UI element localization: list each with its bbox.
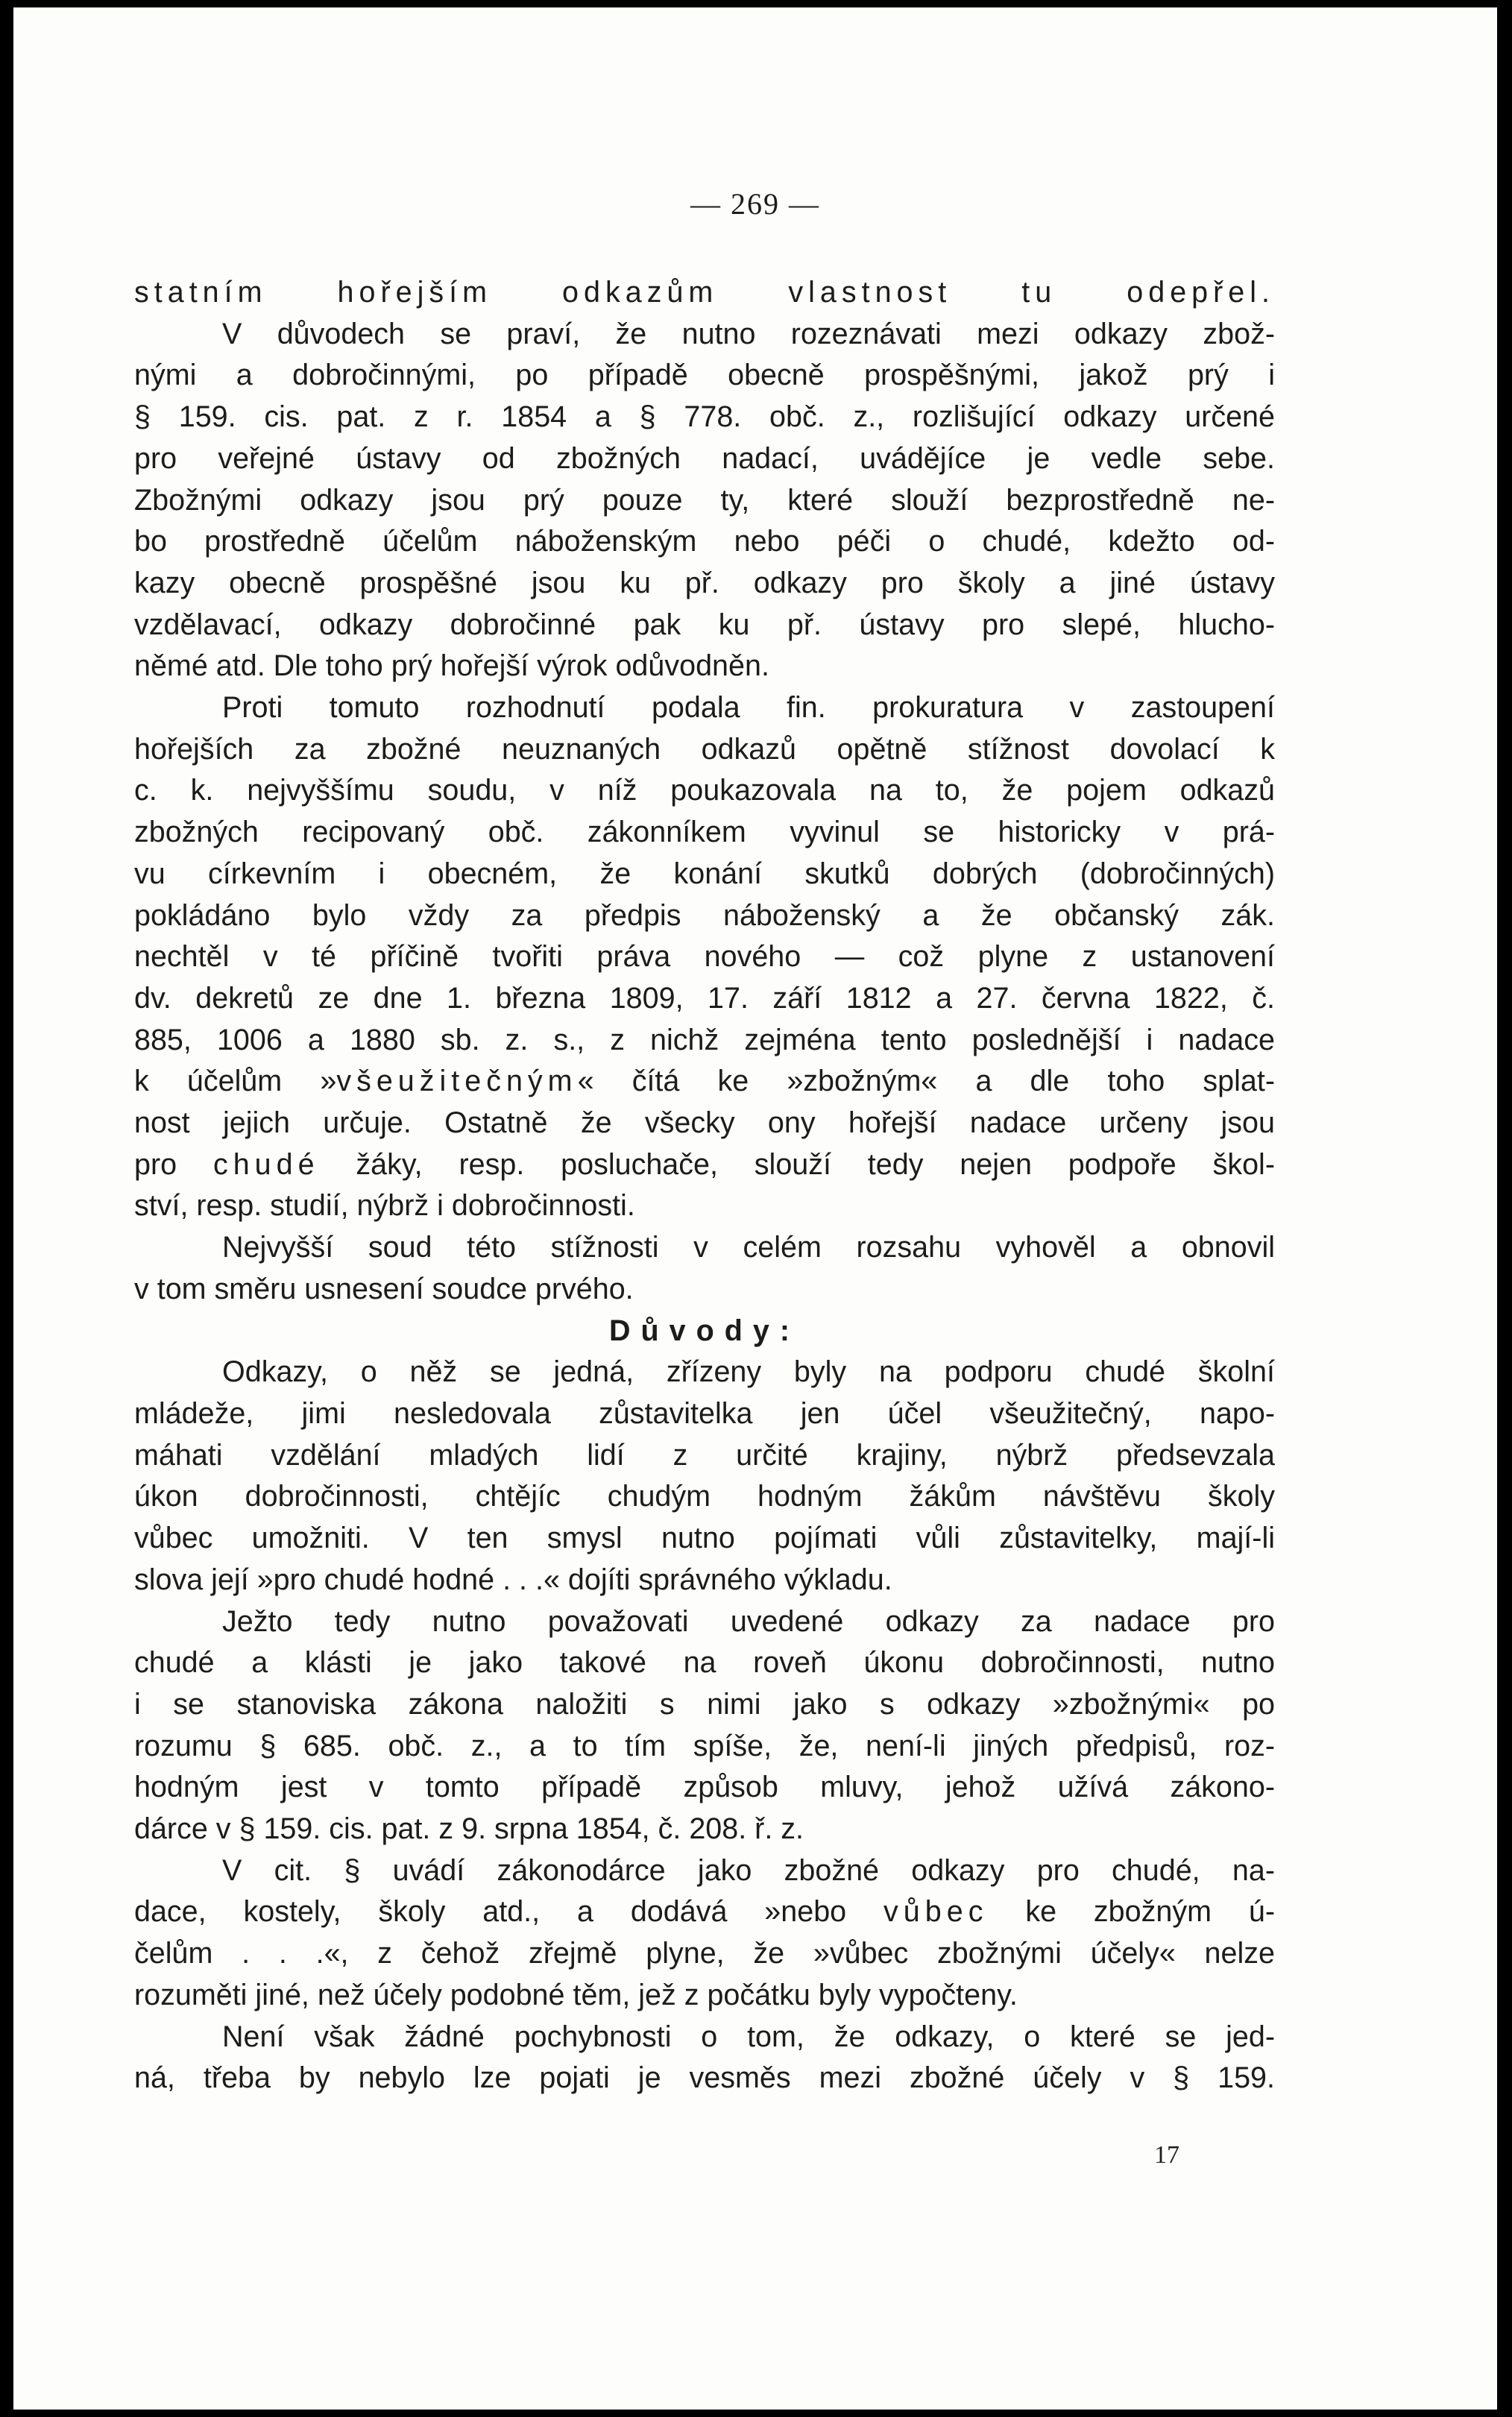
text-line: hořejších za zbožné neuznaných odkazů opětně stížnost dovolací k [134,732,1275,766]
text-line: Nejvyšší soud této stížnosti v celém rozsahu vyhověl a obnovil [222,1231,1275,1264]
text-line: V důvodech se praví, že nutno rozeznávati mezi odkazy zbož- [222,317,1275,350]
signature-mark: 17 [1154,2141,1179,2169]
text-line: nechtěl v té příčině tvořiti práva nového — což plyne z ustanovení [134,940,1275,974]
text-line: § 159. cis. pat. z r. 1854 a § 778. obč. z., rozlišující odkazy určené [134,400,1275,434]
text-line: slova její »pro chudé hodné . . .« dojíti správného výkladu. [134,1563,892,1596]
text-line: nost jejich určuje. Ostatně že všecky ony hořejší nadace určeny jsou [134,1106,1275,1140]
text-line: kazy obecně prospěšné jsou ku př. odkazy pro školy a jiné ústavy [134,566,1275,599]
text-line: statním hořejším odkazům vlastnost tu odepřel. [134,276,1275,309]
text-line: němé atd. Dle toho prý hořejší výrok odůvodněn. [134,649,769,683]
text-line: V cit. § uvádí zákonodárce jako zbožné odkazy pro chudé, na- [222,1853,1275,1887]
text-line: pokládáno bylo vždy za předpis náboženský a že občanský zák. [134,898,1275,932]
text-line: rozuměti jiné, než účely podobné těm, jež z počátku byly vypočteny. [134,1978,1018,2011]
text-line: vůbec umožniti. V ten smysl nutno pojímati vůli zůstavitelky, mají-li [134,1522,1275,1555]
text-line: bo prostředně účelům náboženským nebo péči o chudé, kdežto od- [134,525,1275,558]
text-line: Ježto tedy nutno považovati uvedené odkazy za nadace pro [222,1604,1275,1638]
text-line: ství, resp. studií, nýbrž i dobročinnosti. [134,1189,635,1223]
page-number: — 269 — [690,187,820,221]
text-line: dace, kostely, školy atd., a dodává »nebo vůbec ke zbožným ú- [134,1895,1275,1929]
text-line: hodným jest v tomto případě způsob mluvy, jehož užívá zákono- [134,1771,1275,1804]
text-line: pro veřejné ústavy od zbožných nadací, uvádějíce je vedle sebe. [134,441,1275,475]
text-line: mládeže, jimi nesledovala zůstavitelka jen účel všeužitečný, napo- [134,1396,1275,1430]
text-line: Není však žádné pochybnosti o tom, že odkazy, o které se jed- [222,2020,1275,2053]
text-line: Zbožnými odkazy jsou prý pouze ty, které slouží bezprostředně ne- [134,483,1275,517]
text-line: máhati vzdělání mladých lidí z určité krajiny, nýbrž předsevzala [134,1438,1275,1472]
text-line: Proti tomuto rozhodnutí podala fin. prokuratura v zastoupení [222,691,1275,725]
text-line: zbožných recipovaný obč. zákonníkem vyvinul se historicky v prá- [134,816,1275,849]
main-text [134,272,1275,2099]
text-line: úkon dobročinnosti, chtějíc chudým hodným žákům návštěvu školy [134,1480,1275,1513]
text-line: čelům . . .«, z čehož zřejmě plyne, že »vůbec zbožnými účely« nelze [134,1937,1275,1970]
text-line: vzdělavací, odkazy dobročinné pak ku př. ústavy pro slepé, hlucho- [134,608,1275,641]
text-line: pro chudé žáky, resp. posluchače, slouží tedy nejen podpoře škol- [134,1147,1275,1181]
text-line: v tom směru usnesení soudce prvého. [134,1272,634,1305]
text-line: vu církevním i obecném, že konání skutků dobrých (dobročinných) [134,857,1275,890]
text-line: ná, třeba by nebylo lze pojati je vesměs mezi zbožné účely v § 159. [134,2061,1275,2095]
book-page [13,7,1497,2410]
text-line: i se stanoviska zákona naložiti s nimi jako s odkazy »zbožnými« po [134,1687,1275,1721]
text-line: 885, 1006 a 1880 sb. z. s., z nichž zejména tento poslednější i nadace [134,1023,1275,1056]
text-line: dv. dekretů ze dne 1. března 1809, 17. září 1812 a 27. června 1822, č. [134,981,1275,1015]
text-line: Odkazy, o něž se jedná, zřízeny byly na podporu chudé školní [222,1355,1275,1389]
text-line: rozumu § 685. obč. z., a to tím spíše, že, není-li jiných předpisů, roz- [134,1729,1275,1762]
text-line: dárce v § 159. cis. pat. z 9. srpna 1854, č. 208. ř. z. [134,1812,804,1846]
text-line: chudé a klásti je jako takové na roveň úkonu dobročinnosti, nutno [134,1646,1275,1680]
section-heading: Důvody: [609,1314,800,1347]
text-line: nými a dobročinnými, po případě obecně prospěšnými, jakož prý i [134,359,1275,392]
text-line: k účelům »všeužitečným« čítá ke »zbožným« a dle toho splat- [134,1065,1275,1098]
text-line: c. k. nejvyššímu soudu, v níž poukazovala na to, že pojem odkazů [134,774,1275,807]
